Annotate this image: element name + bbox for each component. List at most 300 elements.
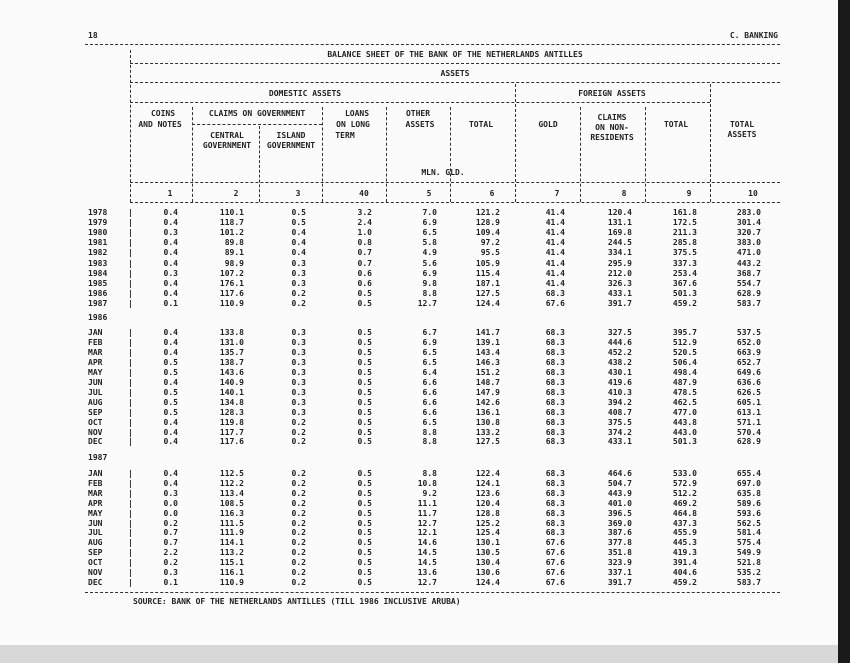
table-cell: 105.9 [475,258,500,268]
table-cell: 0.2 [291,568,306,577]
table-cell: 0.4 [163,288,178,298]
column-rule [710,84,711,202]
table-cell: 498.4 [672,367,697,377]
row-label: NOV [88,427,103,437]
table-cell: 147.9 [475,387,500,397]
table-cell: 41.4 [545,208,565,217]
row-rule: | [128,397,133,407]
table-cell: 452.2 [607,347,632,357]
table-cell: 408.7 [607,407,632,417]
table-cell: 244.5 [607,238,632,248]
table-cell: 140.1 [219,387,244,397]
table-cell: 323.9 [607,558,632,568]
row-rule: | [128,337,133,347]
table-cell: 401.0 [607,498,632,508]
table-cell: 116.3 [219,508,244,518]
table-cell: 68.3 [545,367,565,377]
column-rule [192,107,193,202]
table-cell: 130.6 [475,568,500,577]
table-cell: 0.5 [357,538,372,548]
table-cell: 0.7 [163,538,178,548]
table-cell: 443.2 [736,258,761,268]
table-cell: 521.8 [736,558,761,568]
table-cell: 0.4 [163,427,178,437]
header-total-assets: ASSETS [727,130,757,139]
table-cell: 337.3 [672,258,697,268]
table-cell: 391.7 [607,298,632,308]
table-cell: 0.3 [291,268,306,278]
table-cell: 89.8 [224,238,244,248]
table-cell: 41.4 [545,278,565,288]
table-cell: 383.0 [736,238,761,248]
table-cell: 6.6 [422,387,437,397]
table-cell: 0.5 [357,478,372,488]
table-cell: 0.2 [291,508,306,518]
table-cell: 549.9 [736,548,761,558]
table-cell: 10.8 [417,478,437,488]
table-cell: 68.3 [545,387,565,397]
section-title: C. BANKING [729,31,778,40]
table-cell: 433.1 [607,437,632,447]
table-cell: 120.4 [475,498,500,508]
table-cell: 11.7 [417,508,437,518]
table-cell: 459.2 [672,577,697,587]
table-cell: 520.5 [672,347,697,357]
table-cell: 0.2 [291,427,306,437]
table-cell: 697.0 [736,478,761,488]
table-cell: 0.2 [291,437,306,447]
table-cell: 0.5 [357,407,372,417]
table-cell: 0.1 [163,298,178,308]
foreign-assets-heading: FOREIGN ASSETS [578,89,646,98]
table-cell: 391.7 [607,577,632,587]
table-cell: 110.9 [219,298,244,308]
table-cell: 501.3 [672,288,697,298]
table-cell: 0.5 [357,469,372,478]
table-cell: 12.7 [417,577,437,587]
table-cell: 504.7 [607,478,632,488]
table-cell: 122.4 [475,469,500,478]
table-cell: 501.3 [672,437,697,447]
table-cell: 12.7 [417,518,437,528]
table-cell: 41.4 [545,268,565,278]
table-cell: 130.8 [475,417,500,427]
table-cell: 115.1 [219,558,244,568]
header-total-domestic: TOTAL [468,120,494,129]
column-number: 8 [621,189,627,198]
table-cell: 176.1 [219,278,244,288]
scan-edge [838,0,850,663]
year-label-1986: 1986 [88,313,108,322]
row-rule: | [128,538,133,548]
column-number: 2 [233,189,239,198]
table-cell: 0.7 [163,528,178,538]
table-cell: 172.5 [672,218,697,228]
table-cell: 68.3 [545,288,565,298]
table-cell: 68.3 [545,417,565,427]
table-cell: 0.4 [163,218,178,228]
table-cell: 0.3 [163,488,178,498]
table-cell: 141.7 [475,328,500,337]
header-central: CENTRAL [210,131,244,140]
table-cell: 0.3 [291,337,306,347]
table-cell: 114.1 [219,538,244,548]
page-number: 18 [88,31,98,40]
table-cell: 0.2 [291,298,306,308]
table-cell: 0.3 [291,387,306,397]
source-note: SOURCE: BANK OF THE NETHERLANDS ANTILLES (TILL 1986 INCLUSIVE ARUBA) [133,597,461,606]
table-cell: 626.5 [736,387,761,397]
table-cell: 97.2 [480,238,500,248]
table-cell: 575.4 [736,538,761,548]
table-cell: 2.2 [163,548,178,558]
column-rule [259,126,260,202]
row-label: MAR [88,488,103,498]
table-cell: 636.6 [736,377,761,387]
table-cell: 12.7 [417,298,437,308]
table-cell: 0.5 [357,328,372,337]
table-cell: 253.4 [672,268,697,278]
table-cell: 387.6 [607,528,632,538]
table-cell: 68.3 [545,478,565,488]
row-label: JAN [88,469,103,478]
table-cell: 430.1 [607,367,632,377]
table-cell: 143.6 [219,367,244,377]
table-cell: 652.7 [736,357,761,367]
row-label: JAN [88,328,103,337]
table-cell: 0.3 [163,568,178,577]
table-cell: 41.4 [545,238,565,248]
table-cell: 113.2 [219,548,244,558]
table-cell: 68.3 [545,437,565,447]
table-cell: 125.2 [475,518,500,528]
table-cell: 139.1 [475,337,500,347]
row-rule: | [128,407,133,417]
table-cell: 0.4 [163,238,178,248]
column-rule [450,107,451,202]
header-central: GOVERNMENT [202,141,252,150]
table-cell: 0.2 [291,518,306,528]
table-cell: 0.5 [357,528,372,538]
table-cell: 187.1 [475,278,500,288]
table-cell: 572.9 [672,478,697,488]
row-label: AUG [88,397,103,407]
table-cell: 0.3 [163,268,178,278]
table-cell: 506.4 [672,357,697,367]
table-cell: 443.0 [672,427,697,437]
row-label: AUG [88,538,103,548]
row-rule: | [128,357,133,367]
table-cell: 663.9 [736,347,761,357]
table-cell: 395.7 [672,328,697,337]
table-cell: 95.5 [480,248,500,258]
row-rule: | [128,258,133,268]
table-cell: 0.5 [357,298,372,308]
table-cell: 117.6 [219,288,244,298]
divider [192,124,322,125]
row-rule: | [128,508,133,518]
table-cell: 419.6 [607,377,632,387]
table-cell: 396.5 [607,508,632,518]
table-cell: 337.1 [607,568,632,577]
table-cell: 6.9 [422,268,437,278]
table-cell: 68.3 [545,328,565,337]
column-rule [580,107,581,202]
table-cell: 301.4 [736,218,761,228]
column-number: 1 [167,189,173,198]
table-cell: 0.4 [163,278,178,288]
table-cell: 68.3 [545,488,565,498]
table-cell: 143.4 [475,347,500,357]
table-cell: 136.1 [475,407,500,417]
column-number: 5 [426,189,432,198]
row-rule: | [128,248,133,258]
table-cell: 0.5 [357,397,372,407]
table-cell: 2.4 [357,218,372,228]
table-cell: 487.9 [672,377,697,387]
table-cell: 119.8 [219,417,244,427]
table-title: BALANCE SHEET OF THE BANK OF THE NETHERLANDS ANTILLES [327,50,583,59]
header-other: ASSETS [405,120,435,129]
table-cell: 404.6 [672,568,697,577]
table-cell: 68.3 [545,427,565,437]
table-cell: 394.2 [607,397,632,407]
table-cell: 0.5 [357,367,372,377]
table-cell: 41.4 [545,228,565,238]
table-cell: 635.8 [736,488,761,498]
table-cell: 116.1 [219,568,244,577]
table-cell: 0.0 [163,498,178,508]
table-cell: 14.6 [417,538,437,548]
table-cell: 6.7 [422,328,437,337]
table-cell: 0.5 [163,387,178,397]
table-cell: 0.5 [357,508,372,518]
table-cell: 0.4 [163,337,178,347]
table-cell: 68.3 [545,357,565,367]
row-rule: | [128,478,133,488]
table-cell: 0.5 [163,407,178,417]
table-cell: 8.8 [422,437,437,447]
table-cell: 0.3 [291,407,306,417]
row-rule: | [128,278,133,288]
table-cell: 128.9 [475,218,500,228]
table-cell: 593.6 [736,508,761,518]
table-cell: 562.5 [736,518,761,528]
table-cell: 128.3 [219,407,244,417]
table-cell: 0.5 [357,568,372,577]
row-rule: | [128,548,133,558]
table-cell: 67.6 [545,298,565,308]
table-cell: 0.3 [291,347,306,357]
header-island: GOVERNMENT [266,141,316,150]
table-cell: 535.2 [736,568,761,577]
row-label: OCT [88,558,103,568]
row-rule: | [128,417,133,427]
table-cell: 0.6 [357,268,372,278]
row-rule: | [128,469,133,478]
table-cell: 589.6 [736,498,761,508]
row-rule: | [128,437,133,447]
table-cell: 134.8 [219,397,244,407]
header-loans: TERM [335,131,355,140]
table-cell: 0.4 [163,328,178,337]
table-cell: 8.8 [422,469,437,478]
table-cell: 41.4 [545,248,565,258]
table-cell: 459.2 [672,298,697,308]
row-label: JUN [88,377,103,387]
table-cell: 133.8 [219,328,244,337]
table-cell: 124.1 [475,478,500,488]
table-cell: 0.2 [291,548,306,558]
table-cell: 120.4 [607,208,632,217]
divider [130,102,710,103]
table-cell: 68.3 [545,397,565,407]
table-cell: 0.5 [357,437,372,447]
table-cell: 9.8 [422,278,437,288]
row-label: JUL [88,528,103,538]
header-claims-nonres: RESIDENTS [590,133,634,142]
row-rule: | [128,288,133,298]
table-cell: 67.6 [545,548,565,558]
column-number: 40 [359,189,369,198]
year-label-1987: 1987 [88,453,108,462]
row-label: FEB [88,337,103,347]
row-label: 1986 [88,288,108,298]
header-claims-nonres: CLAIMS [597,113,627,122]
table-cell: 9.2 [422,488,437,498]
table-cell: 112.5 [219,469,244,478]
table-cell: 464.8 [672,508,697,518]
row-label: 1984 [88,268,108,278]
table-cell: 326.3 [607,278,632,288]
table-cell: 0.2 [291,469,306,478]
table-cell: 118.7 [219,218,244,228]
divider [130,82,780,83]
row-rule: | [128,228,133,238]
row-rule: | [128,387,133,397]
table-cell: 419.3 [672,548,697,558]
table-cell: 0.4 [163,258,178,268]
table-cell: 148.7 [475,377,500,387]
table-cell: 628.9 [736,288,761,298]
table-cell: 469.2 [672,498,697,508]
table-cell: 0.1 [163,577,178,587]
table-cell: 68.3 [545,518,565,528]
table-cell: 320.7 [736,228,761,238]
table-cell: 41.4 [545,258,565,268]
table-cell: 0.3 [163,228,178,238]
row-rule: | [128,347,133,357]
header-gold: GOLD [538,120,558,129]
table-cell: 4.9 [422,248,437,258]
table-cell: 285.8 [672,238,697,248]
table-cell: 111.9 [219,528,244,538]
table-cell: 0.5 [357,498,372,508]
row-label: APR [88,357,103,367]
header-other: OTHER [405,109,431,118]
table-cell: 433.1 [607,288,632,298]
table-cell: 110.1 [219,208,244,217]
table-cell: 124.4 [475,298,500,308]
table-cell: 0.3 [291,357,306,367]
table-cell: 652.0 [736,337,761,347]
table-cell: 131.1 [607,218,632,228]
header-loans: LOANS [344,109,370,118]
row-rule: | [128,208,133,217]
table-cell: 537.5 [736,328,761,337]
table-cell: 613.1 [736,407,761,417]
table-cell: 12.1 [417,528,437,538]
table-cell: 0.2 [163,518,178,528]
header-claims-government: CLAIMS ON GOVERNMENT [208,109,306,118]
table-cell: 130.4 [475,558,500,568]
table-cell: 128.8 [475,508,500,518]
row-label: DEC [88,437,103,447]
table-cell: 0.3 [291,278,306,288]
table-cell: 211.3 [672,228,697,238]
table-cell: 68.3 [545,347,565,357]
table-cell: 133.2 [475,427,500,437]
table-cell: 11.1 [417,498,437,508]
table-cell: 3.2 [357,208,372,217]
table-cell: 0.5 [357,577,372,587]
row-rule: | [128,528,133,538]
row-label: 1985 [88,278,108,288]
table-cell: 6.5 [422,417,437,427]
table-cell: 68.3 [545,407,565,417]
table-cell: 462.5 [672,397,697,407]
table-cell: 113.4 [219,488,244,498]
row-label: DEC [88,577,103,587]
table-cell: 138.7 [219,357,244,367]
table-cell: 68.3 [545,498,565,508]
table-cell: 0.0 [163,508,178,518]
table-cell: 14.5 [417,548,437,558]
table-cell: 127.5 [475,288,500,298]
row-label: OCT [88,417,103,427]
table-cell: 68.3 [545,528,565,538]
table-cell: 368.7 [736,268,761,278]
table-cell: 0.5 [357,518,372,528]
table-cell: 8.8 [422,288,437,298]
row-label: SEP [88,548,103,558]
table-cell: 571.1 [736,417,761,427]
row-rule: | [128,498,133,508]
table-cell: 0.2 [291,528,306,538]
table-cell: 117.6 [219,437,244,447]
table-cell: 410.3 [607,387,632,397]
table-cell: 0.4 [291,238,306,248]
table-cell: 0.3 [291,377,306,387]
table-cell: 0.2 [291,478,306,488]
table-cell: 0.4 [163,469,178,478]
table-cell: 0.4 [163,347,178,357]
row-label: SEP [88,407,103,417]
table-cell: 14.5 [417,558,437,568]
table-cell: 0.5 [357,488,372,498]
row-label: 1987 [88,298,108,308]
column-number: 6 [489,189,495,198]
table-cell: 0.5 [163,357,178,367]
table-cell: 0.7 [357,248,372,258]
table-cell: 127.5 [475,437,500,447]
table-cell: 369.0 [607,518,632,528]
table-cell: 130.1 [475,538,500,548]
table-cell: 0.2 [291,538,306,548]
row-rule: | [128,377,133,387]
table-cell: 67.6 [545,568,565,577]
table-cell: 0.7 [357,258,372,268]
